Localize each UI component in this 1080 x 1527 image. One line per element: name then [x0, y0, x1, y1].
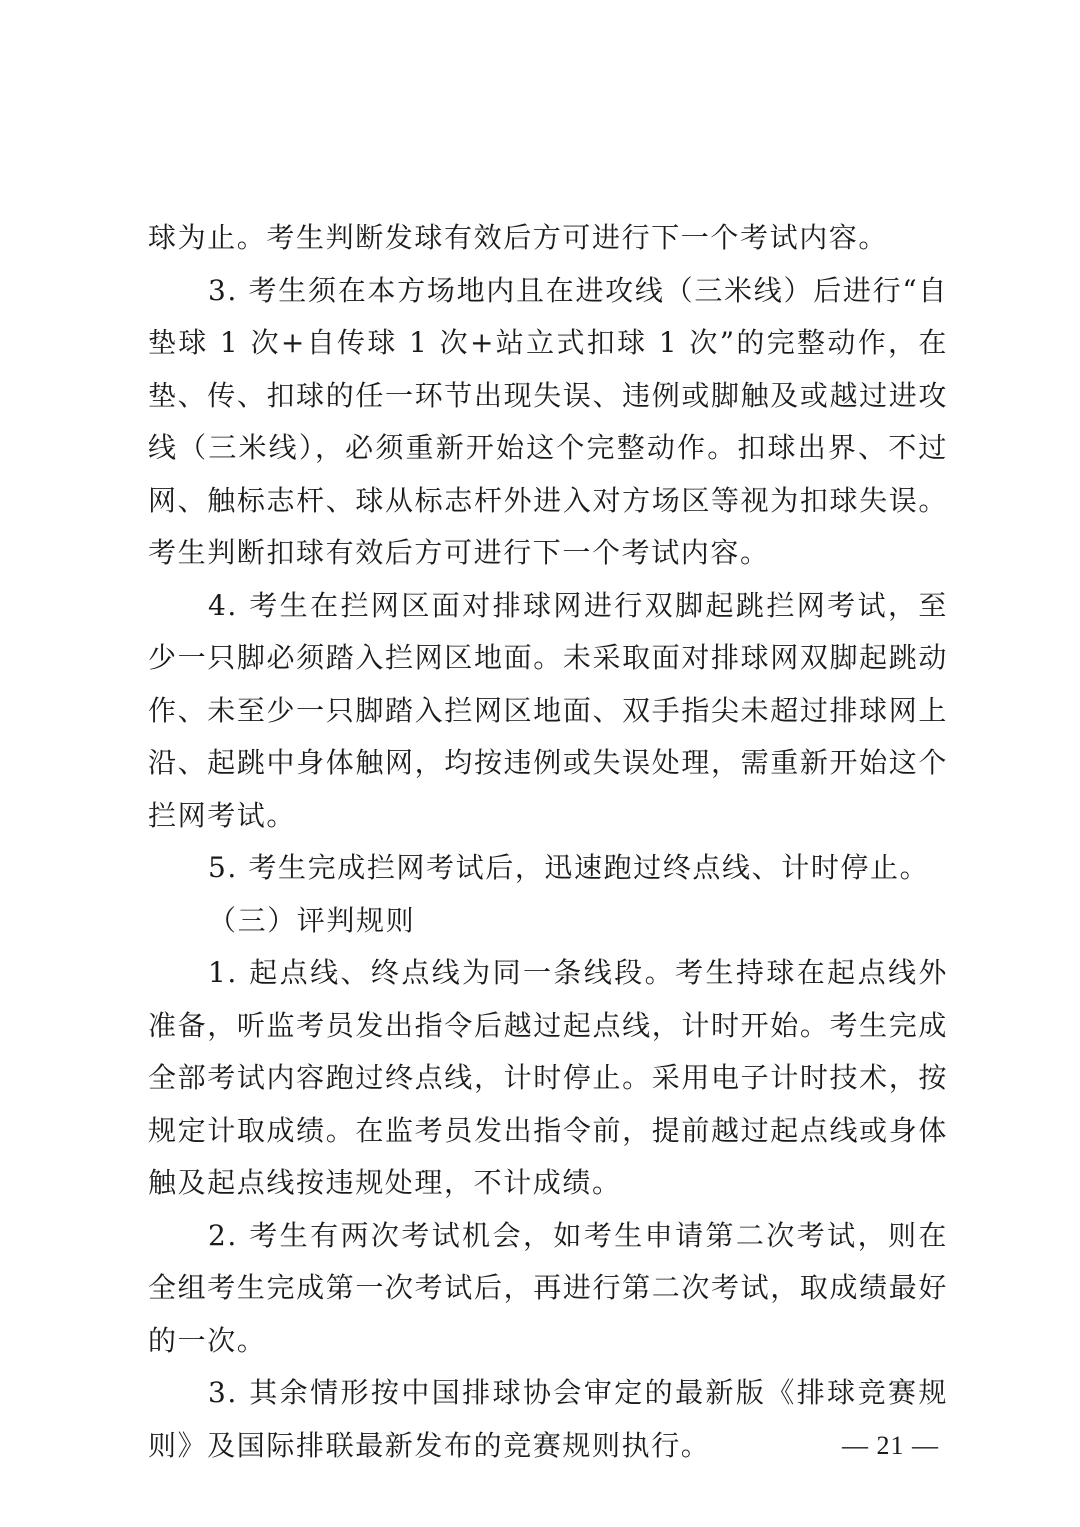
paragraph-continuation: 球为止。考生判断发球有效后方可进行下一个考试内容。 [148, 221, 889, 254]
section-heading: （三）评判规则 [208, 903, 416, 937]
rule-item-3: 3. 其余情形按中国排球协会审定的最新版《排球竞赛规则》及国际排联最新发布的竞赛规则执行。 [148, 1376, 948, 1462]
paragraph-item-5: 5. 考生完成拦网考试后，迅速跑过终点线、计时停止。 [208, 851, 930, 884]
rule-item-1: 1. 起点线、终点线为同一条线段。考生持球在起点线外准备，听监考员发出指令后越过起点线，计时开始。考生完成全部考试内容跑过终点线，计时停止。采用电子计时技术，按规定计取成绩。在监考员发出指令前，提前越过起点线或身体触及起点线按违规处理，不计成绩。 [148, 956, 948, 1199]
paragraph-item-4: 4. 考生在拦网区面对排球网进行双脚起跳拦网考试，至少一只脚必须踏入拦网区地面。未采取面对排球网双脚起跳动作、未至少一只脚踏入拦网区地面、双手指尖未超过排球网上沿、起跳中身体触网，均按违例或失误处理，需重新开始这个拦网考试。 [148, 588, 948, 832]
page-number: — 21 — [842, 1431, 939, 1460]
paragraph-item-3: 3. 考生须在本方场地内且在进攻线（三米线）后进行“自垫球 1 次+自传球 1 次+站立式扣球 1 次”的完整动作，在垫、传、扣球的任一环节出现失误、违例或脚触及或越过进攻线（三米线），必须重新开始这个完整动作。扣球出界、不过网、触标志杆、球从标志杆外进入对方场区等视为扣球失误。考生判断扣球有效后方可进行下一个考试内容。 [148, 273, 948, 569]
document-body [148, 212, 948, 1472]
rule-item-2: 2. 考生有两次考试机会，如考生申请第二次考试，则在全组考生完成第一次考试后，再进行第二次考试，取成绩最好的一次。 [148, 1218, 948, 1357]
